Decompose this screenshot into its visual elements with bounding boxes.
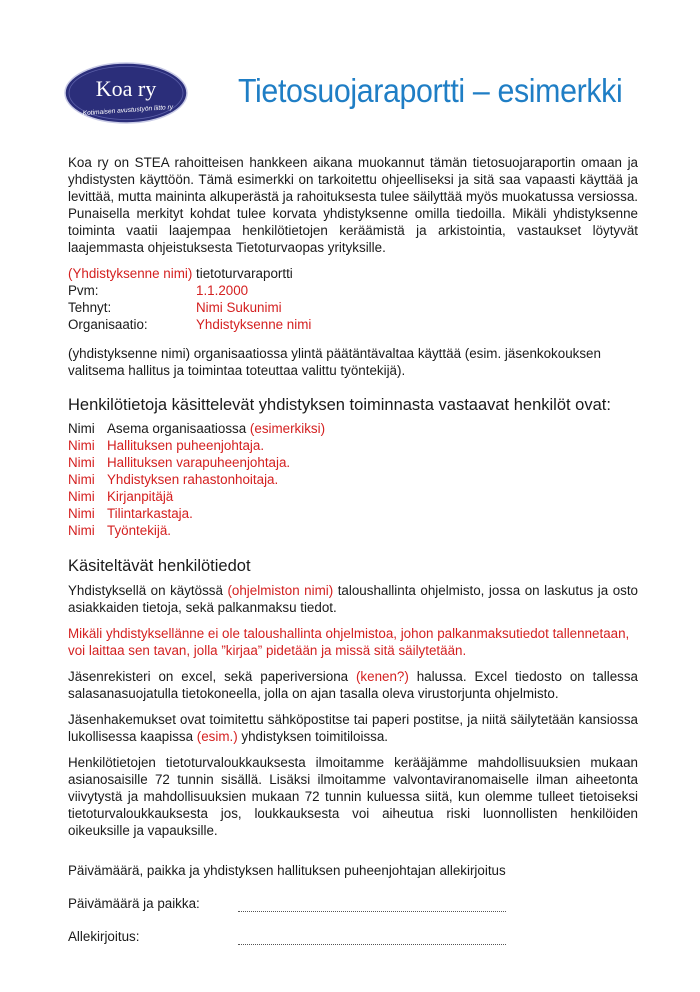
date-place-label: Päivämäärä ja paikka:	[68, 896, 200, 911]
person-name: Nimi	[68, 489, 95, 504]
list-item	[68, 437, 638, 454]
person-name: Nimi	[68, 523, 95, 538]
signature-title: Päivämäärä, paikka ja yhdistyksen hallituksen puheenjohtajan allekirjoitus	[68, 863, 506, 878]
date-place-row	[68, 895, 638, 912]
person-role-example: (esimerkiksi)	[246, 421, 326, 436]
persons-heading: Henkilötietoja käsittelevät yhdistyksen toiminnasta vastaavat henkilöt ovat:	[68, 396, 611, 414]
applications-paragraph: Jäsenhakemukset ovat toimitettu sähköpostitse tai paperi postitse, ja niitä säilytetään kansiossa lukollisessa kaapissa (esim.) yhdistyksen toimitiloissa.	[68, 712, 638, 744]
person-name: Nimi	[68, 472, 95, 487]
person-name: Nimi	[68, 455, 95, 470]
data-heading: Käsiteltävät henkilötiedot	[68, 557, 251, 575]
field-row	[68, 316, 638, 333]
list-item	[68, 522, 638, 539]
list-item	[68, 454, 638, 471]
persons-list	[68, 420, 638, 539]
field-value: Nimi Sukunimi	[196, 300, 282, 315]
persons-header-row	[68, 420, 638, 437]
person-role: Hallituksen puheenjohtaja.	[107, 438, 265, 453]
list-item	[68, 488, 638, 505]
document-body	[68, 154, 638, 945]
person-role-header: Asema organisaatiossa	[107, 421, 247, 436]
software-paragraph: Yhdistyksellä on käytössä (ohjelmiston nimi) taloushallinta ohjelmisto, jossa on laskutus ja osto asiakkaiden tietoja, sekä palkanmaksu tiedot.	[68, 583, 639, 615]
no-software-paragraph: Mikäli yhdistyksellänne ei ole taloushallinta ohjelmistoa, johon palkanmaksutiedot tallennetaan, voi laittaa sen tavan, jolla ”kirjaa” pidetään ja missä sitä säilytetään.	[68, 626, 630, 658]
page-title: Tietosuojaraportti – esimerkki	[238, 72, 623, 109]
intro-paragraph: Koa ry on STEA rahoitteisen hankkeen aikana muokannut tämän tietosuojaraportin omaan ja yhdistysten käyttöön. Tämä esimerkki on tarkoitettu ohjeelliseksi ja sitä saa vapaasti käyttää ja levittää, mutta maininta alkuperästä ja rahoituksesta tulee säilyttää myös muokatussa versiossa. Punaisella merkityt kohdat tulee korvata yhdistyksenne omilla tiedoilla. Mikäli yhdistyksenne toiminta vaatii laajempaa henkilötietojen keräämistä ja arkistointia, vastaukset löytyvät laajemmasta ohjeistuksesta Tietoturvaopas yrityksille.	[68, 155, 638, 255]
person-role: Tilintarkastaja.	[107, 506, 193, 521]
report-label: tietoturvaraportti	[192, 266, 293, 281]
signature-line[interactable]	[238, 932, 506, 945]
authority-paragraph: (yhdistyksenne nimi) organisaatiossa ylintä päätäntävaltaa käyttää (esim. jäsenkokouksen valitsema hallitus ja toimintaa toteuttaa valittu työntekijä).	[68, 346, 601, 378]
person-role: Kirjanpitäjä	[107, 489, 174, 504]
breach-paragraph: Henkilötietojen tietoturvaloukkauksesta ilmoitamme kerääjämme mahdollisuuksien mukaan asianosaisille 72 tunnin sisällä. Lisäksi ilmoitamme valvontaviranomaiselle ilman aiheetonta viivytystä ja mahdollisuuksien mukaan 72 tunnin kuluessa siitä, kun olemme tulleet tietoiseksi tietoturvaloukkauksesta jos, loukkauksesta voi aiheutua riski luonnollisten henkilöiden oikeuksille ja vapauksille.	[68, 755, 638, 838]
logo-tagline: Kotimaisen avustustyön liitto ry	[82, 103, 174, 118]
list-item	[68, 471, 638, 488]
list-item	[68, 505, 638, 522]
person-name: Nimi	[68, 438, 95, 453]
org-placeholder: (Yhdistyksenne nimi)	[68, 266, 193, 281]
field-key: Organisaatio:	[68, 317, 148, 332]
signature-row	[68, 928, 638, 945]
person-name: Nimi	[68, 506, 95, 521]
person-role: Hallituksen varapuheenjohtaja.	[107, 455, 291, 470]
field-value: 1.1.2000	[196, 283, 249, 298]
person-role: Työntekijä.	[107, 523, 172, 538]
field-key: Pvm:	[68, 283, 99, 298]
member-register-paragraph: Jäsenrekisteri on excel, sekä paperiversiona (kenen?) halussa. Excel tiedosto on tallessa salasanasuojatulla tietokoneella, jolla on ajan tasalla oleva virustorjunta ohjelmisto.	[68, 669, 638, 701]
logo-name: Koa ry	[95, 76, 157, 101]
signature-label: Allekirjoitus:	[68, 929, 140, 944]
field-row	[68, 282, 638, 299]
field-row	[68, 299, 638, 316]
report-header	[68, 265, 638, 333]
person-name: Nimi	[68, 421, 95, 436]
koa-ry-logo	[64, 62, 188, 124]
date-place-line[interactable]	[238, 899, 506, 912]
field-key: Tehnyt:	[68, 300, 112, 315]
field-value: Yhdistyksenne nimi	[196, 317, 312, 332]
person-role: Yhdistyksen rahastonhoitaja.	[107, 472, 279, 487]
